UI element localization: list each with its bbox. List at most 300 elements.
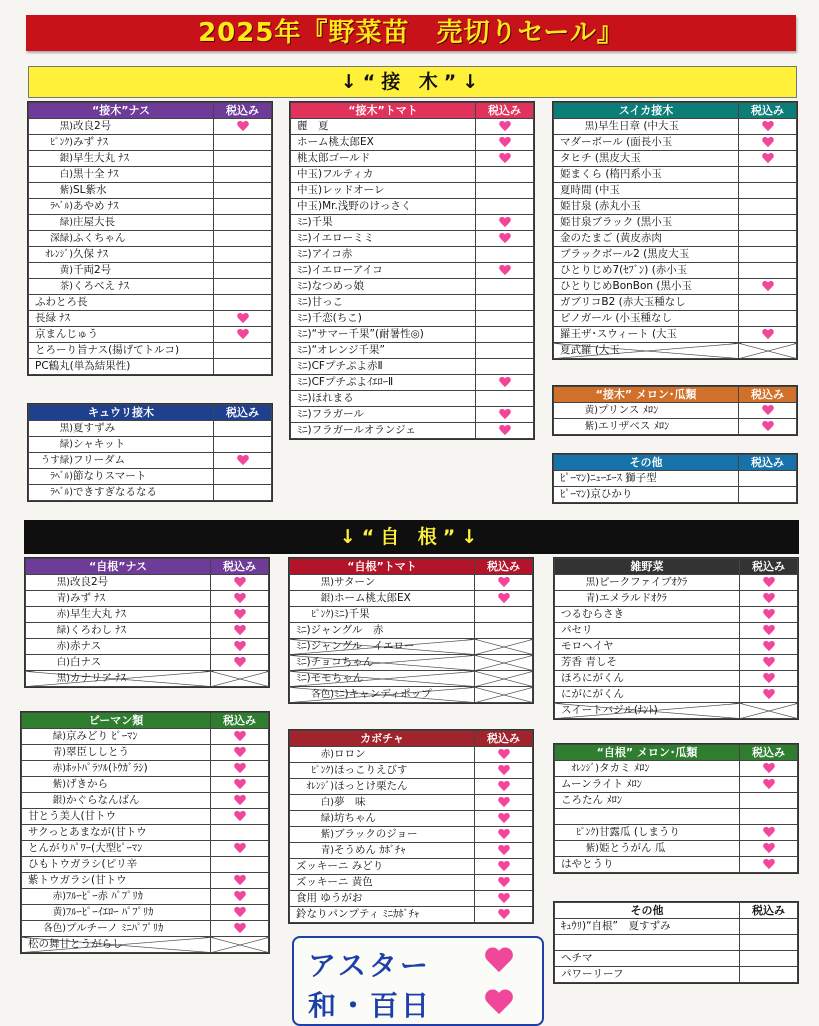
list-item	[291, 247, 534, 263]
box-title: カボチャ	[290, 731, 475, 747]
heart-icon	[484, 990, 514, 1017]
heart-icon	[499, 233, 511, 244]
list-item	[554, 295, 797, 311]
box-own-tomato	[288, 557, 534, 704]
variety-name: ホーム桃太郎EX	[297, 136, 374, 148]
variety-name: 姫甘泉 (赤丸小玉	[560, 200, 641, 212]
list-item	[29, 135, 272, 151]
color-code: 黒)	[56, 577, 70, 588]
page-title: 2025年『野菜苗 売切りセール』	[26, 15, 796, 51]
list-item	[22, 825, 269, 841]
list-item	[290, 575, 533, 591]
color-code: ﾋﾟﾝｸ)	[311, 609, 334, 620]
heart-icon	[234, 923, 246, 934]
heart-icon	[499, 137, 511, 148]
color-code: 青)	[56, 593, 70, 604]
heart-icon	[762, 405, 774, 416]
list-item	[22, 857, 269, 873]
variety-name: ﾎｯﾄﾊﾟﾗｿﾙ(ﾄｳｶﾞﾗｼ)	[66, 762, 148, 774]
box-own-pepper	[20, 711, 270, 954]
variety-name: ﾐﾆ)“サマー千果”(耐暑性◎)	[297, 328, 424, 340]
list-item	[290, 811, 533, 827]
list-item	[29, 119, 272, 135]
heart-icon	[234, 731, 246, 742]
color-code: ﾗﾍﾞﾙ)	[50, 471, 73, 482]
box-own-misc	[553, 557, 799, 720]
heart-icon	[763, 673, 775, 684]
box-own-melon	[553, 743, 799, 874]
variety-name: 改良2号	[70, 576, 109, 588]
tax-included-header: 税込み	[211, 713, 269, 729]
box-own-pumpkin	[288, 729, 534, 924]
heart-icon	[498, 829, 510, 840]
variety-name: そうめん ｶﾎﾞﾁｬ	[334, 844, 406, 856]
variety-name: ﾋﾟｰﾏﾝ)京ひかり	[560, 488, 633, 500]
color-code: 黒)	[59, 121, 73, 132]
variety-name: つるむらさき	[561, 608, 624, 620]
list-item	[22, 873, 269, 889]
variety-name: ブラックボール2 (黒皮大玉	[560, 248, 690, 260]
box-title: “自根” メロン･瓜類	[555, 745, 740, 761]
variety-name: ﾐﾆ)“オレンジ千果”	[297, 344, 385, 356]
list-item	[290, 607, 533, 623]
handwritten-note	[292, 936, 544, 1026]
heart-icon	[498, 781, 510, 792]
section-band-own-root: ↓“自 根”↓	[24, 520, 799, 554]
tax-included-header: 税込み	[475, 559, 533, 575]
variety-name: ほっこりえびす	[334, 764, 408, 776]
list-item	[554, 119, 797, 135]
box-title: “接木” メロン･瓜類	[554, 387, 739, 403]
color-code: 紫)	[52, 779, 66, 790]
handwritten-line-1: アスター	[308, 949, 431, 982]
box-title: ピーマン類	[22, 713, 211, 729]
list-item	[291, 327, 534, 343]
list-item	[554, 247, 797, 263]
variety-name: 甘露瓜 (しまうり	[599, 826, 680, 838]
list-item	[554, 183, 797, 199]
list-item	[555, 967, 798, 983]
box-title: “自根”トマト	[290, 559, 475, 575]
color-code: 黒)	[585, 577, 599, 588]
list-item	[26, 671, 269, 687]
variety-name: ガブリコB2 (赤大玉種なし	[560, 296, 686, 308]
list-item	[290, 891, 533, 907]
box-title: “自根”ナス	[26, 559, 211, 575]
tax-included-header: 税込み	[739, 455, 797, 471]
color-code: 茶)	[59, 281, 73, 292]
list-item	[290, 779, 533, 795]
tax-included-header: 税込み	[739, 387, 797, 403]
list-item	[22, 937, 269, 953]
heart-icon	[234, 795, 246, 806]
color-code: 紫)	[585, 843, 599, 854]
variety-name: ﾐﾆ)イエローアイコ	[297, 264, 383, 276]
heart-icon	[234, 875, 246, 886]
heart-icon	[762, 421, 774, 432]
list-item	[555, 607, 798, 623]
heart-icon	[763, 859, 775, 870]
variety-name: みず ﾅｽ	[70, 592, 105, 604]
variety-name: ﾌﾙｰﾋﾟｰ赤 ﾊﾟﾌﾟﾘｶ	[66, 890, 143, 902]
variety-name: はやとうり	[561, 858, 614, 870]
list-item	[29, 327, 272, 343]
list-item	[554, 311, 797, 327]
variety-name: ズッキーニ 黄色	[296, 876, 373, 888]
list-item	[29, 421, 272, 437]
variety-name: ピノガール (小玉種なし	[560, 312, 673, 324]
color-code: 紫)	[584, 421, 598, 432]
section-band-graft: ↓“接 木”↓	[28, 66, 797, 98]
list-item	[291, 199, 534, 215]
heart-icon	[498, 765, 510, 776]
variety-name: ﾐﾆ)千恋(ちこ)	[297, 312, 362, 324]
variety-name: ﾐﾆ)千果	[334, 608, 370, 620]
list-item	[290, 763, 533, 779]
list-item	[555, 825, 798, 841]
list-item	[291, 151, 534, 167]
list-item	[290, 827, 533, 843]
tax-included-header: 税込み	[214, 405, 272, 421]
list-item	[29, 263, 272, 279]
heart-icon	[499, 409, 511, 420]
variety-name: 黒十全 ﾅｽ	[73, 168, 119, 180]
variety-name: ほろにがくん	[561, 672, 624, 684]
color-code: 赤)	[56, 641, 70, 652]
color-code: 各色)	[311, 689, 334, 700]
color-code: 黒)	[320, 577, 334, 588]
color-code: 各色)	[43, 923, 66, 934]
color-code: 白)	[59, 169, 73, 180]
tax-included-header: 税込み	[476, 103, 534, 119]
heart-icon	[498, 845, 510, 856]
list-item	[291, 135, 534, 151]
list-item	[290, 747, 533, 763]
box-graft-watermelon	[552, 101, 798, 360]
variety-name: 京みどり ﾋﾟｰﾏﾝ	[66, 730, 138, 742]
list-item	[290, 687, 533, 703]
list-item	[290, 671, 533, 687]
list-item	[291, 167, 534, 183]
list-item	[555, 951, 798, 967]
box-title: “接木”トマト	[291, 103, 476, 119]
list-item	[22, 841, 269, 857]
tax-included-header: 税込み	[740, 903, 798, 919]
tax-included-header: 税込み	[211, 559, 269, 575]
variety-name: 紫トウガラシ(甘トウ	[28, 874, 127, 886]
variety-name: スイートバジル(ﾅﾝﾄ)	[561, 704, 658, 716]
color-code: 黄)	[59, 265, 73, 276]
heart-icon	[763, 827, 775, 838]
list-item	[291, 279, 534, 295]
variety-name: 久保 ﾅｽ	[73, 248, 108, 260]
color-code: うす緑)	[40, 455, 73, 466]
variety-name: エリザベス ﾒﾛﾝ	[598, 420, 670, 432]
box-graft-melon	[552, 385, 798, 436]
variety-name: 白ナス	[70, 656, 102, 668]
variety-name: ピークファイブｵｸﾗ	[599, 576, 688, 588]
color-code: 黒)	[56, 673, 70, 684]
variety-name: ﾐﾆ)ほれまる	[297, 392, 354, 404]
variety-name: タヒチ (黒皮大玉	[560, 152, 641, 164]
variety-name: ムーンライト ﾒﾛﾝ	[561, 778, 643, 790]
color-code: 深緑)	[50, 233, 73, 244]
list-item	[555, 809, 798, 825]
list-item	[554, 199, 797, 215]
list-item	[291, 231, 534, 247]
heart-icon	[234, 843, 246, 854]
heart-icon	[234, 747, 246, 758]
variety-name: ﾐﾆ)イエローミミ	[297, 232, 375, 244]
heart-icon	[237, 329, 249, 340]
heart-icon	[234, 891, 246, 902]
variety-name: SL紫水	[73, 184, 107, 196]
list-item	[291, 359, 534, 375]
variety-name: 桃太郎ゴールド	[297, 152, 371, 164]
variety-name: マダーボール (面長小玉	[560, 136, 673, 148]
variety-name: サクっとあまなが(甘トウ	[28, 826, 147, 838]
heart-icon	[762, 329, 774, 340]
heart-icon	[763, 843, 775, 854]
heart-icon	[498, 893, 510, 904]
variety-name: ﾐﾆ)CFプチぷよ赤Ⅱ	[297, 360, 383, 372]
variety-name: 甘とう美人(甘トウ	[28, 810, 117, 822]
color-code: 赤)	[320, 749, 334, 760]
variety-name: ﾐﾆ)ジャングル 赤	[296, 624, 384, 636]
box-title: キュウリ接木	[29, 405, 214, 421]
list-item	[29, 231, 272, 247]
variety-name: ブラックのジョー	[334, 828, 418, 840]
heart-icon	[499, 425, 511, 436]
list-item	[29, 469, 272, 485]
heart-icon	[763, 625, 775, 636]
color-code: ﾗﾍﾞﾙ)	[50, 487, 73, 498]
list-item	[555, 841, 798, 857]
variety-name: 芳香 青しそ	[561, 656, 617, 668]
list-item	[555, 575, 798, 591]
list-item	[554, 279, 797, 295]
variety-name: フリーダム	[73, 454, 126, 466]
list-item	[29, 151, 272, 167]
variety-name: 翠臣ししとう	[66, 746, 129, 758]
tax-included-header: 税込み	[739, 103, 797, 119]
list-item	[22, 905, 269, 921]
variety-name: とんがりﾊﾟﾜｰ(大型ﾋﾟｰﾏﾝ	[28, 842, 143, 854]
heart-icon	[237, 455, 249, 466]
variety-name: プルチーノ ﾐﾆﾊﾟﾌﾟﾘｶ	[66, 922, 164, 934]
variety-name: 姫まくら (楕円系小玉	[560, 168, 662, 180]
variety-name: 中玉)レッドオーレ	[297, 184, 385, 196]
color-code: 紫)	[59, 185, 73, 196]
variety-name: サターン	[334, 576, 376, 588]
variety-name: 鈴なりパンプティ ﾐﾆｶﾎﾞﾁｬ	[296, 908, 420, 920]
list-item	[290, 843, 533, 859]
variety-name: シャキット	[73, 438, 126, 450]
variety-name: 食用 ゆうがお	[296, 892, 363, 904]
color-code: 黒)	[584, 121, 598, 132]
variety-name: 姫とうがん 瓜	[599, 842, 666, 854]
list-item	[22, 761, 269, 777]
variety-name: ﾐﾆ)キャンディポップ	[334, 688, 432, 700]
variety-name: 中玉)Mr.浅野のけっさく	[297, 200, 412, 212]
heart-icon	[763, 641, 775, 652]
heart-icon	[762, 137, 774, 148]
box-graft-other	[552, 453, 798, 504]
variety-name: 夏武羅 (大玉	[560, 344, 620, 356]
color-code: 赤)	[52, 891, 66, 902]
list-item	[290, 795, 533, 811]
color-code: 銀)	[320, 593, 334, 604]
list-item	[29, 247, 272, 263]
variety-name: 京まんじゅう	[35, 328, 98, 340]
heart-icon	[498, 749, 510, 760]
list-item	[554, 471, 797, 487]
variety-name: ひとりじめBonBon (黒小玉	[560, 280, 692, 292]
variety-name: PC鶴丸(単為結果性)	[35, 360, 131, 372]
heart-icon	[484, 948, 514, 975]
variety-name: みず ﾅｽ	[73, 136, 108, 148]
list-item	[29, 359, 272, 375]
box-title: その他	[554, 455, 739, 471]
heart-icon	[234, 657, 246, 668]
color-code: 白)	[320, 797, 334, 808]
color-code: 赤)	[52, 763, 66, 774]
color-code: ｵﾚﾝｼﾞ)	[306, 781, 334, 792]
list-item	[554, 231, 797, 247]
heart-icon	[762, 281, 774, 292]
variety-name: にがにがくん	[561, 688, 624, 700]
list-item	[554, 343, 797, 359]
color-code: 緑)	[59, 217, 73, 228]
heart-icon	[234, 593, 246, 604]
box-title: その他	[555, 903, 740, 919]
list-item	[22, 889, 269, 905]
variety-name: ﾐﾆ)CFプチぷよｲｴﾛｰⅡ	[297, 376, 394, 388]
variety-name: 節なりスマート	[73, 470, 147, 482]
variety-name: できすぎなるなる	[73, 486, 157, 498]
variety-name: かぐらなんばん	[66, 794, 140, 806]
list-item	[554, 419, 797, 435]
variety-name: ころたん ﾒﾛﾝ	[561, 794, 623, 806]
list-item	[290, 591, 533, 607]
list-item	[291, 375, 534, 391]
list-item	[291, 183, 534, 199]
color-code: ﾋﾟﾝｸ)	[576, 827, 599, 838]
variety-name: パワーリーフ	[561, 968, 624, 980]
list-item	[554, 215, 797, 231]
variety-name: ﾐﾆ)モモちゃん	[296, 672, 364, 684]
list-item	[291, 423, 534, 439]
list-item	[29, 183, 272, 199]
variety-name: ひもトウガラシ(ピリ辛	[28, 858, 138, 870]
heart-icon	[499, 153, 511, 164]
color-code: 赤)	[56, 609, 70, 620]
list-item	[29, 437, 272, 453]
list-item	[22, 809, 269, 825]
color-code: 黄)	[52, 907, 66, 918]
list-item	[555, 687, 798, 703]
heart-icon	[234, 641, 246, 652]
variety-name: 姫甘泉ブラック (黒小玉	[560, 216, 673, 228]
heart-icon	[234, 811, 246, 822]
heart-icon	[499, 265, 511, 276]
color-code: 黒)	[59, 423, 73, 434]
variety-name: 早生日章 (中大玉	[598, 120, 679, 132]
variety-name: プリンス ﾒﾛﾝ	[598, 404, 659, 416]
list-item	[29, 199, 272, 215]
list-item	[554, 167, 797, 183]
variety-name: ヘチマ	[561, 952, 593, 964]
variety-name: ﾐﾆ)フラガール	[297, 408, 364, 420]
list-item	[29, 311, 272, 327]
list-item	[26, 591, 269, 607]
list-item	[555, 671, 798, 687]
box-own-other	[553, 901, 799, 984]
list-item	[554, 151, 797, 167]
heart-icon	[234, 625, 246, 636]
list-item	[22, 745, 269, 761]
list-item	[29, 215, 272, 231]
heart-icon	[763, 609, 775, 620]
box-graft-cucumber	[27, 403, 273, 502]
variety-name: エメラルドｵｸﾗ	[599, 592, 667, 604]
variety-name: 長緑 ﾅｽ	[35, 312, 70, 324]
variety-name: 千両2号	[73, 264, 112, 276]
list-item	[555, 639, 798, 655]
heart-icon	[498, 861, 510, 872]
list-item	[555, 777, 798, 793]
color-code: 緑)	[52, 731, 66, 742]
color-code: ﾋﾟﾝｸ)	[50, 137, 73, 148]
heart-icon	[499, 377, 511, 388]
color-code: 緑)	[320, 813, 334, 824]
variety-name	[557, 810, 561, 822]
heart-icon	[763, 763, 775, 774]
color-code: 緑)	[59, 439, 73, 450]
list-item	[291, 391, 534, 407]
color-code: 緑)	[56, 625, 70, 636]
list-item	[291, 407, 534, 423]
list-item	[29, 343, 272, 359]
heart-icon	[763, 577, 775, 588]
tax-included-header: 税込み	[740, 745, 798, 761]
heart-icon	[237, 313, 249, 324]
variety-name: 赤ナス	[70, 640, 102, 652]
list-item	[26, 639, 269, 655]
variety-name: 金のたまご (黄皮赤肉	[560, 232, 662, 244]
color-code: 銀)	[59, 153, 73, 164]
variety-name: ﾐﾆ)甘っこ	[297, 296, 344, 308]
variety-name: 羅王ザ･スウィート (大玉	[560, 328, 678, 340]
list-item	[29, 295, 272, 311]
list-item	[26, 575, 269, 591]
heart-icon	[498, 593, 510, 604]
variety-name: カナリア ﾅｽ	[70, 672, 126, 684]
color-code: ｵﾚﾝｼﾞ)	[45, 249, 73, 260]
variety-name: ﾐﾆ)なつめっ娘	[297, 280, 364, 292]
list-item	[291, 295, 534, 311]
list-item	[29, 485, 272, 501]
list-item	[555, 703, 798, 719]
heart-icon	[234, 577, 246, 588]
heart-icon	[234, 763, 246, 774]
variety-name: 改良2号	[73, 120, 112, 132]
list-item	[555, 935, 798, 951]
list-item	[291, 215, 534, 231]
list-item	[22, 921, 269, 937]
variety-name: ズッキーニ みどり	[296, 860, 384, 872]
heart-icon	[234, 779, 246, 790]
